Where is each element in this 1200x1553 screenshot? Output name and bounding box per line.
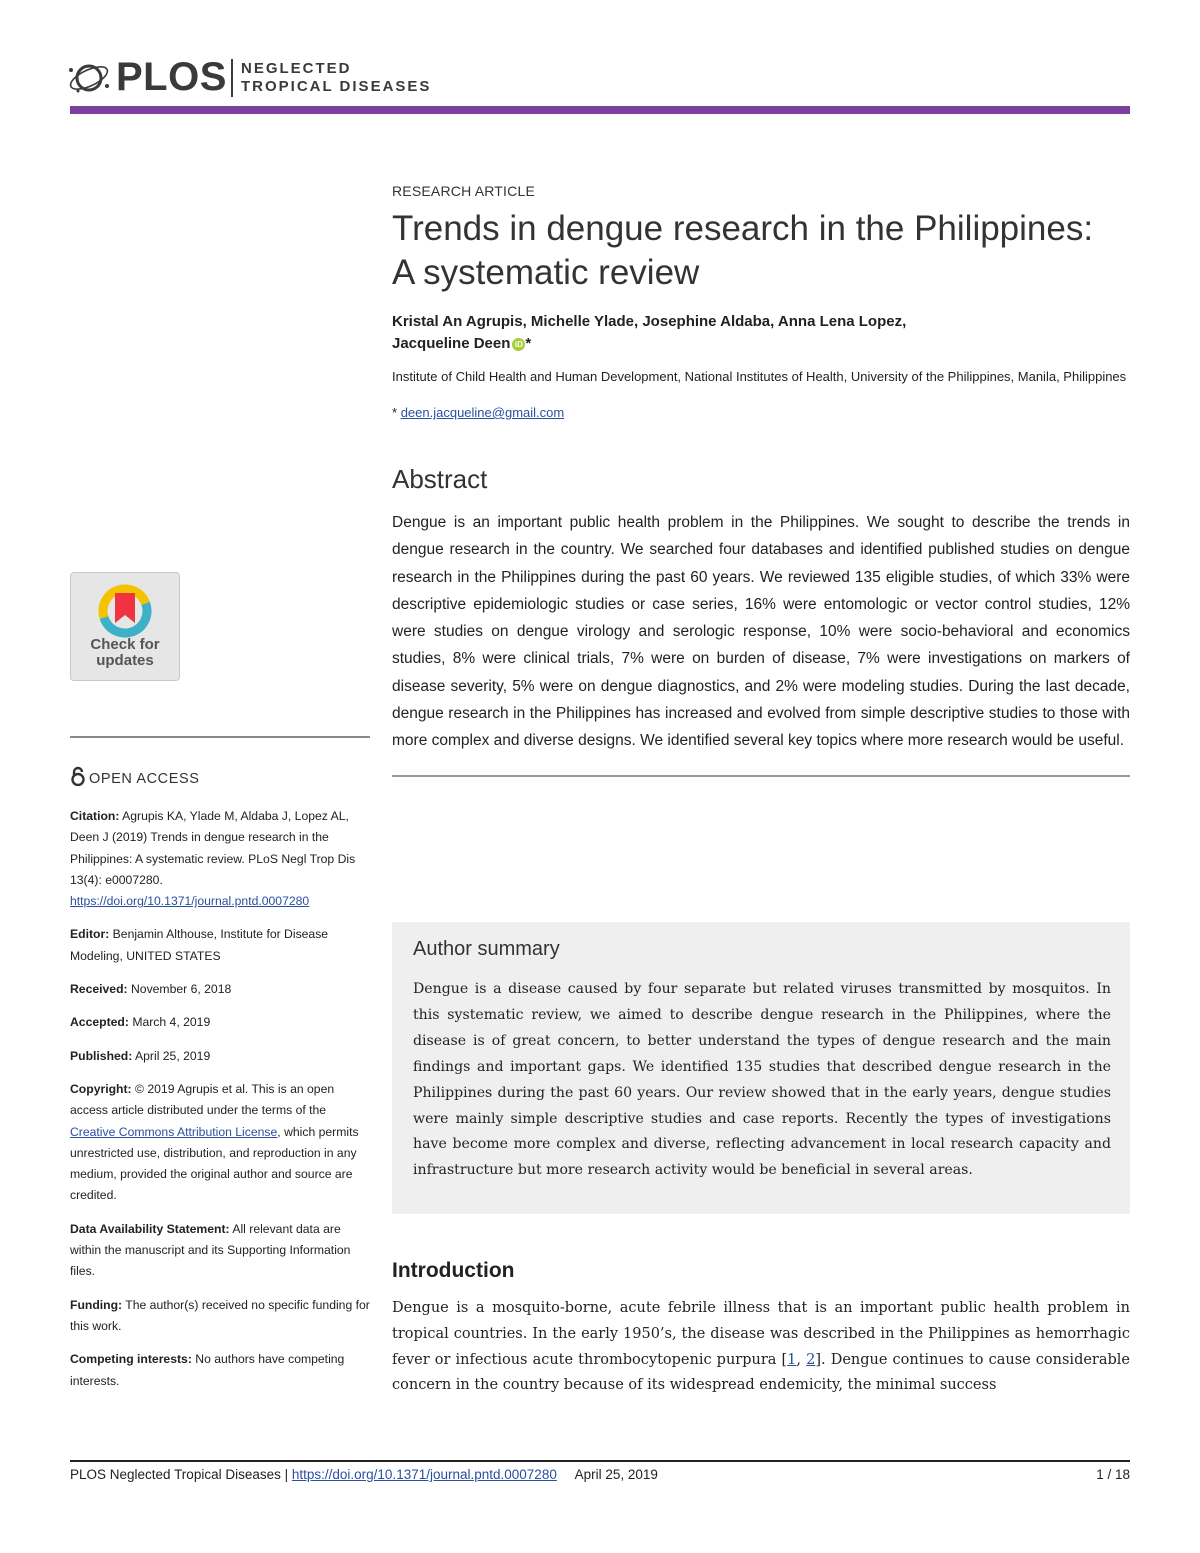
abstract-divider bbox=[392, 775, 1130, 777]
journal-name-line1: NEGLECTED bbox=[241, 60, 352, 77]
title-line-2: A systematic review bbox=[392, 253, 700, 292]
abstract-heading: Abstract bbox=[392, 464, 488, 494]
corr-marker: * bbox=[392, 405, 398, 420]
accepted-date: March 4, 2019 bbox=[132, 1015, 211, 1030]
data-availability-text: All relevant data are within the manuscript and its Supporting Information files. bbox=[70, 1221, 351, 1279]
data-availability-label: Data Availability Statement: bbox=[70, 1221, 230, 1236]
author-list bbox=[392, 311, 1130, 355]
funding-label: Funding: bbox=[70, 1297, 123, 1312]
published-date: April 25, 2019 bbox=[135, 1048, 211, 1063]
copyright-text-b: , which permits unrestricted use, distribution, and reproduction in any medium, provided the original author and source are credited. bbox=[70, 1124, 359, 1203]
funding-text: The author(s) received no specific funding for this work. bbox=[70, 1297, 370, 1333]
data-availability-block bbox=[70, 1219, 370, 1283]
copyright-label: Copyright: bbox=[70, 1081, 132, 1096]
accepted-block bbox=[70, 1012, 370, 1033]
copyright-block bbox=[70, 1079, 370, 1207]
journal-name-line2: TROPICAL DISEASES bbox=[241, 78, 432, 95]
page-footer bbox=[70, 1467, 1130, 1482]
accepted-label: Accepted: bbox=[70, 1015, 129, 1030]
copyright-text-a: © 2019 Agrupis et al. This is an open access article distributed under the terms of the bbox=[70, 1081, 335, 1118]
license-link[interactable]: Creative Commons Attribution License bbox=[70, 1124, 278, 1139]
editor-label: Editor: bbox=[70, 927, 110, 942]
orcid-icon[interactable]: iD bbox=[512, 338, 525, 351]
page-number: 1 / 18 bbox=[1096, 1467, 1130, 1482]
author-deen[interactable]: Jacqueline Deen bbox=[392, 335, 511, 352]
intro-text-part2: ]. Dengue continues to cause considerable concern in the country because of its widespread endemicity, the minimal success bbox=[392, 1351, 1131, 1394]
competing-interests-text: No authors have competing interests. bbox=[70, 1352, 345, 1388]
received-date: November 6, 2018 bbox=[130, 982, 232, 997]
open-lock-icon bbox=[70, 766, 86, 786]
intro-text-part1: Dengue is a mosquito-borne, acute febrile illness that is an important public health problem in tropical countries. In the early 1950’s, the disease was described in the Philippines as hemorrhagic fever or infectious acute thrombocytopenic purpura [ bbox=[392, 1300, 1130, 1368]
published-label: Published: bbox=[70, 1048, 133, 1063]
title-line-1: Trends in dengue research in the Philippines: bbox=[392, 209, 1094, 248]
main-column bbox=[392, 183, 1130, 777]
logo-divider bbox=[231, 59, 233, 97]
check-for-updates-badge[interactable] bbox=[70, 572, 180, 681]
published-block bbox=[70, 1046, 370, 1067]
author-summary-text: Dengue is a disease caused by four separate but related viruses transmitted by mosquitos. In this systematic review, we aimed to describe dengue research in the Philippines, where the disease is of great concern, to better understand the types of dengue research and the main findings and important gaps. We identified 135 studies that described dengue research in the Philippines during the past 60 years. Our review showed that in the early years, dengue studies were mainly simple descriptive studies and case reports. Recently the types of investigations have become more complex and diverse, reflecting advancement in local research capacity and infrastructure but more research activity would be beneficial in several areas. bbox=[413, 981, 1111, 1179]
open-access-label bbox=[70, 766, 200, 787]
crossmark-line-2: updates bbox=[96, 652, 154, 669]
editor-text: Benjamin Althouse, Institute for Disease Modeling, UNITED STATES bbox=[70, 927, 329, 963]
citation-label: Citation: bbox=[70, 809, 120, 823]
reference-link-1[interactable]: 1 bbox=[787, 1351, 797, 1368]
introduction-heading: Introduction bbox=[392, 1259, 515, 1282]
footer-doi-link[interactable]: https://doi.org/10.1371/journal.pntd.0007280 bbox=[291, 1467, 557, 1482]
article-metadata-sidebar bbox=[70, 806, 370, 1404]
abstract-text: Dengue is an important public health problem in the Philippines. We sought to describe the trends in dengue research in the country. We searched four databases and identified published studies on dengue research in the Philippines during the past 60 years. We reviewed 135 eligible studies, of which 33% were descriptive epidemiologic studies or case series, 16% were entomologic or vector control studies, 12% were studies on dengue virology and serologic response, 10% were socio-behavioral and economics studies, 8% were clinical trials, 7% were on burden of disease, 7% were investigations on markers of disease severity, 5% were on dengue diagnostics, and 2% were modeling studies. During the last decade, dengue research in the Philippines has increased and evolved from simple descriptive studies to those with more complex and diverse designs. We identified several key topics where more research would be useful. bbox=[392, 514, 1130, 750]
authors-line-2 bbox=[392, 333, 1130, 355]
competing-interests-label: Competing interests: bbox=[70, 1352, 192, 1367]
citation-doi-link[interactable]: https://doi.org/10.1371/journal.pntd.0007280 bbox=[70, 894, 310, 909]
introduction-text bbox=[392, 1296, 1130, 1399]
editor-block bbox=[70, 924, 370, 967]
crossmark-icon bbox=[95, 581, 155, 641]
funding-block bbox=[70, 1295, 370, 1338]
citation-text: Agrupis KA, Ylade M, Aldaba J, Lopez AL, Deen J (2019) Trends in dengue research in the Philippines: A systematic review. PLoS Negl Trop Dis 13(4): e0007280. bbox=[70, 809, 356, 887]
author-summary-box bbox=[392, 922, 1130, 1214]
corresponding-email-line bbox=[392, 405, 1130, 420]
authors-line-1: Kristal An Agrupis, Michelle Ylade, Josephine Aldaba, Anna Lena Lopez, bbox=[392, 313, 907, 330]
received-label: Received: bbox=[70, 982, 128, 997]
ref-separator: , bbox=[796, 1351, 807, 1368]
footer-journal: PLOS Neglected Tropical Diseases | bbox=[70, 1467, 289, 1482]
email-link[interactable]: deen.jacqueline@gmail.com bbox=[400, 405, 565, 420]
author-summary-heading: Author summary bbox=[413, 938, 560, 960]
crossmark-line-1: Check for bbox=[90, 636, 160, 653]
corresponding-asterisk: * bbox=[525, 335, 532, 352]
received-block bbox=[70, 979, 370, 1000]
plos-logo bbox=[66, 55, 446, 101]
reference-link-2[interactable]: 2 bbox=[806, 1351, 816, 1368]
competing-interests-block bbox=[70, 1349, 370, 1392]
header-accent-bar bbox=[70, 106, 1130, 114]
sidebar-divider bbox=[70, 736, 370, 738]
plos-globe-icon bbox=[66, 57, 112, 99]
affiliation: Institute of Child Health and Human Development, National Institutes of Health, University of the Philippines, Manila, Philippines bbox=[392, 369, 1127, 384]
open-access-text: OPEN ACCESS bbox=[89, 771, 200, 787]
footer-divider bbox=[70, 1460, 1130, 1462]
crossmark-label bbox=[71, 637, 179, 669]
citation-block bbox=[70, 806, 370, 912]
article-title bbox=[392, 207, 1130, 295]
footer-date: April 25, 2019 bbox=[574, 1467, 658, 1482]
article-type: RESEARCH ARTICLE bbox=[392, 183, 535, 199]
brand-name: PLOS bbox=[116, 55, 227, 99]
